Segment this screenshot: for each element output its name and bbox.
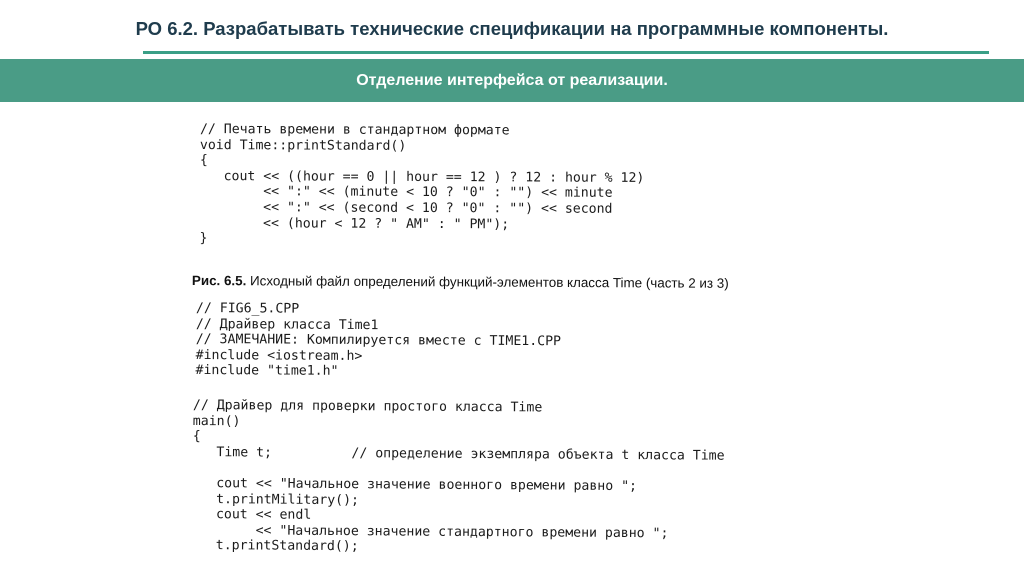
code-line: // Печать времени в стандартном формате (199, 122, 510, 139)
code-block-print-standard (199, 122, 644, 249)
code-line: // ЗАМЕЧАНИЕ: Компилируется вместе с TIME1.CPP (195, 332, 562, 350)
code-line: << (hour < 12 ? " AM" : " PM"); (199, 215, 510, 232)
code-line: #include <iostream.h> (195, 347, 363, 364)
subtitle-text: Отделение интерфейса от реализации. (356, 71, 668, 89)
code-line: Time t; // определение экземпляра объекта t класса Time (192, 444, 725, 464)
code-line: { (199, 153, 208, 169)
code-line: void Time::printStandard() (199, 137, 407, 154)
code-line: } (199, 231, 208, 247)
code-line: cout << "Начальное значение военного времени равно "; (192, 475, 638, 495)
figure-caption-text: Исходный файл определений функций-элементов класса Time (часть 2 из 3) (246, 273, 729, 291)
code-block-driver-header (196, 301, 562, 381)
code-line: { (192, 429, 201, 445)
code-line: << ":" << (minute < 10 ? "0" : "") << minute (199, 184, 613, 202)
title-underline (143, 51, 989, 54)
code-line: // FIG6_5.CPP (195, 301, 300, 317)
code-line: << ":" << (second < 10 ? "0" : "") << second (199, 199, 613, 217)
code-line: main() (192, 413, 241, 429)
code-line: << "Начальное значение стандартного времени равно "; (192, 522, 669, 542)
code-line: // Драйвер для проверки простого класса Time (192, 398, 543, 416)
code-line: t.printStandard(); (191, 538, 359, 555)
subtitle-banner (0, 59, 1024, 102)
slide-title: РО 6.2. Разрабатывать технические спецификации на программные компоненты. (135, 18, 889, 39)
code-line: cout << ((hour == 0 || hour == 12 ) ? 12 : hour % 12) (199, 168, 645, 186)
figure-caption-label: Рис. 6.5. (191, 273, 247, 289)
code-block-driver-main (192, 398, 725, 558)
scanned-book-page (186, 118, 786, 570)
code-line: #include "time1.h" (195, 363, 339, 380)
code-line: t.printMilitary(); (192, 491, 360, 508)
figure-caption (192, 273, 729, 291)
code-line: // Драйвер класса Time1 (195, 316, 379, 333)
code-line: cout << endl (192, 507, 312, 523)
